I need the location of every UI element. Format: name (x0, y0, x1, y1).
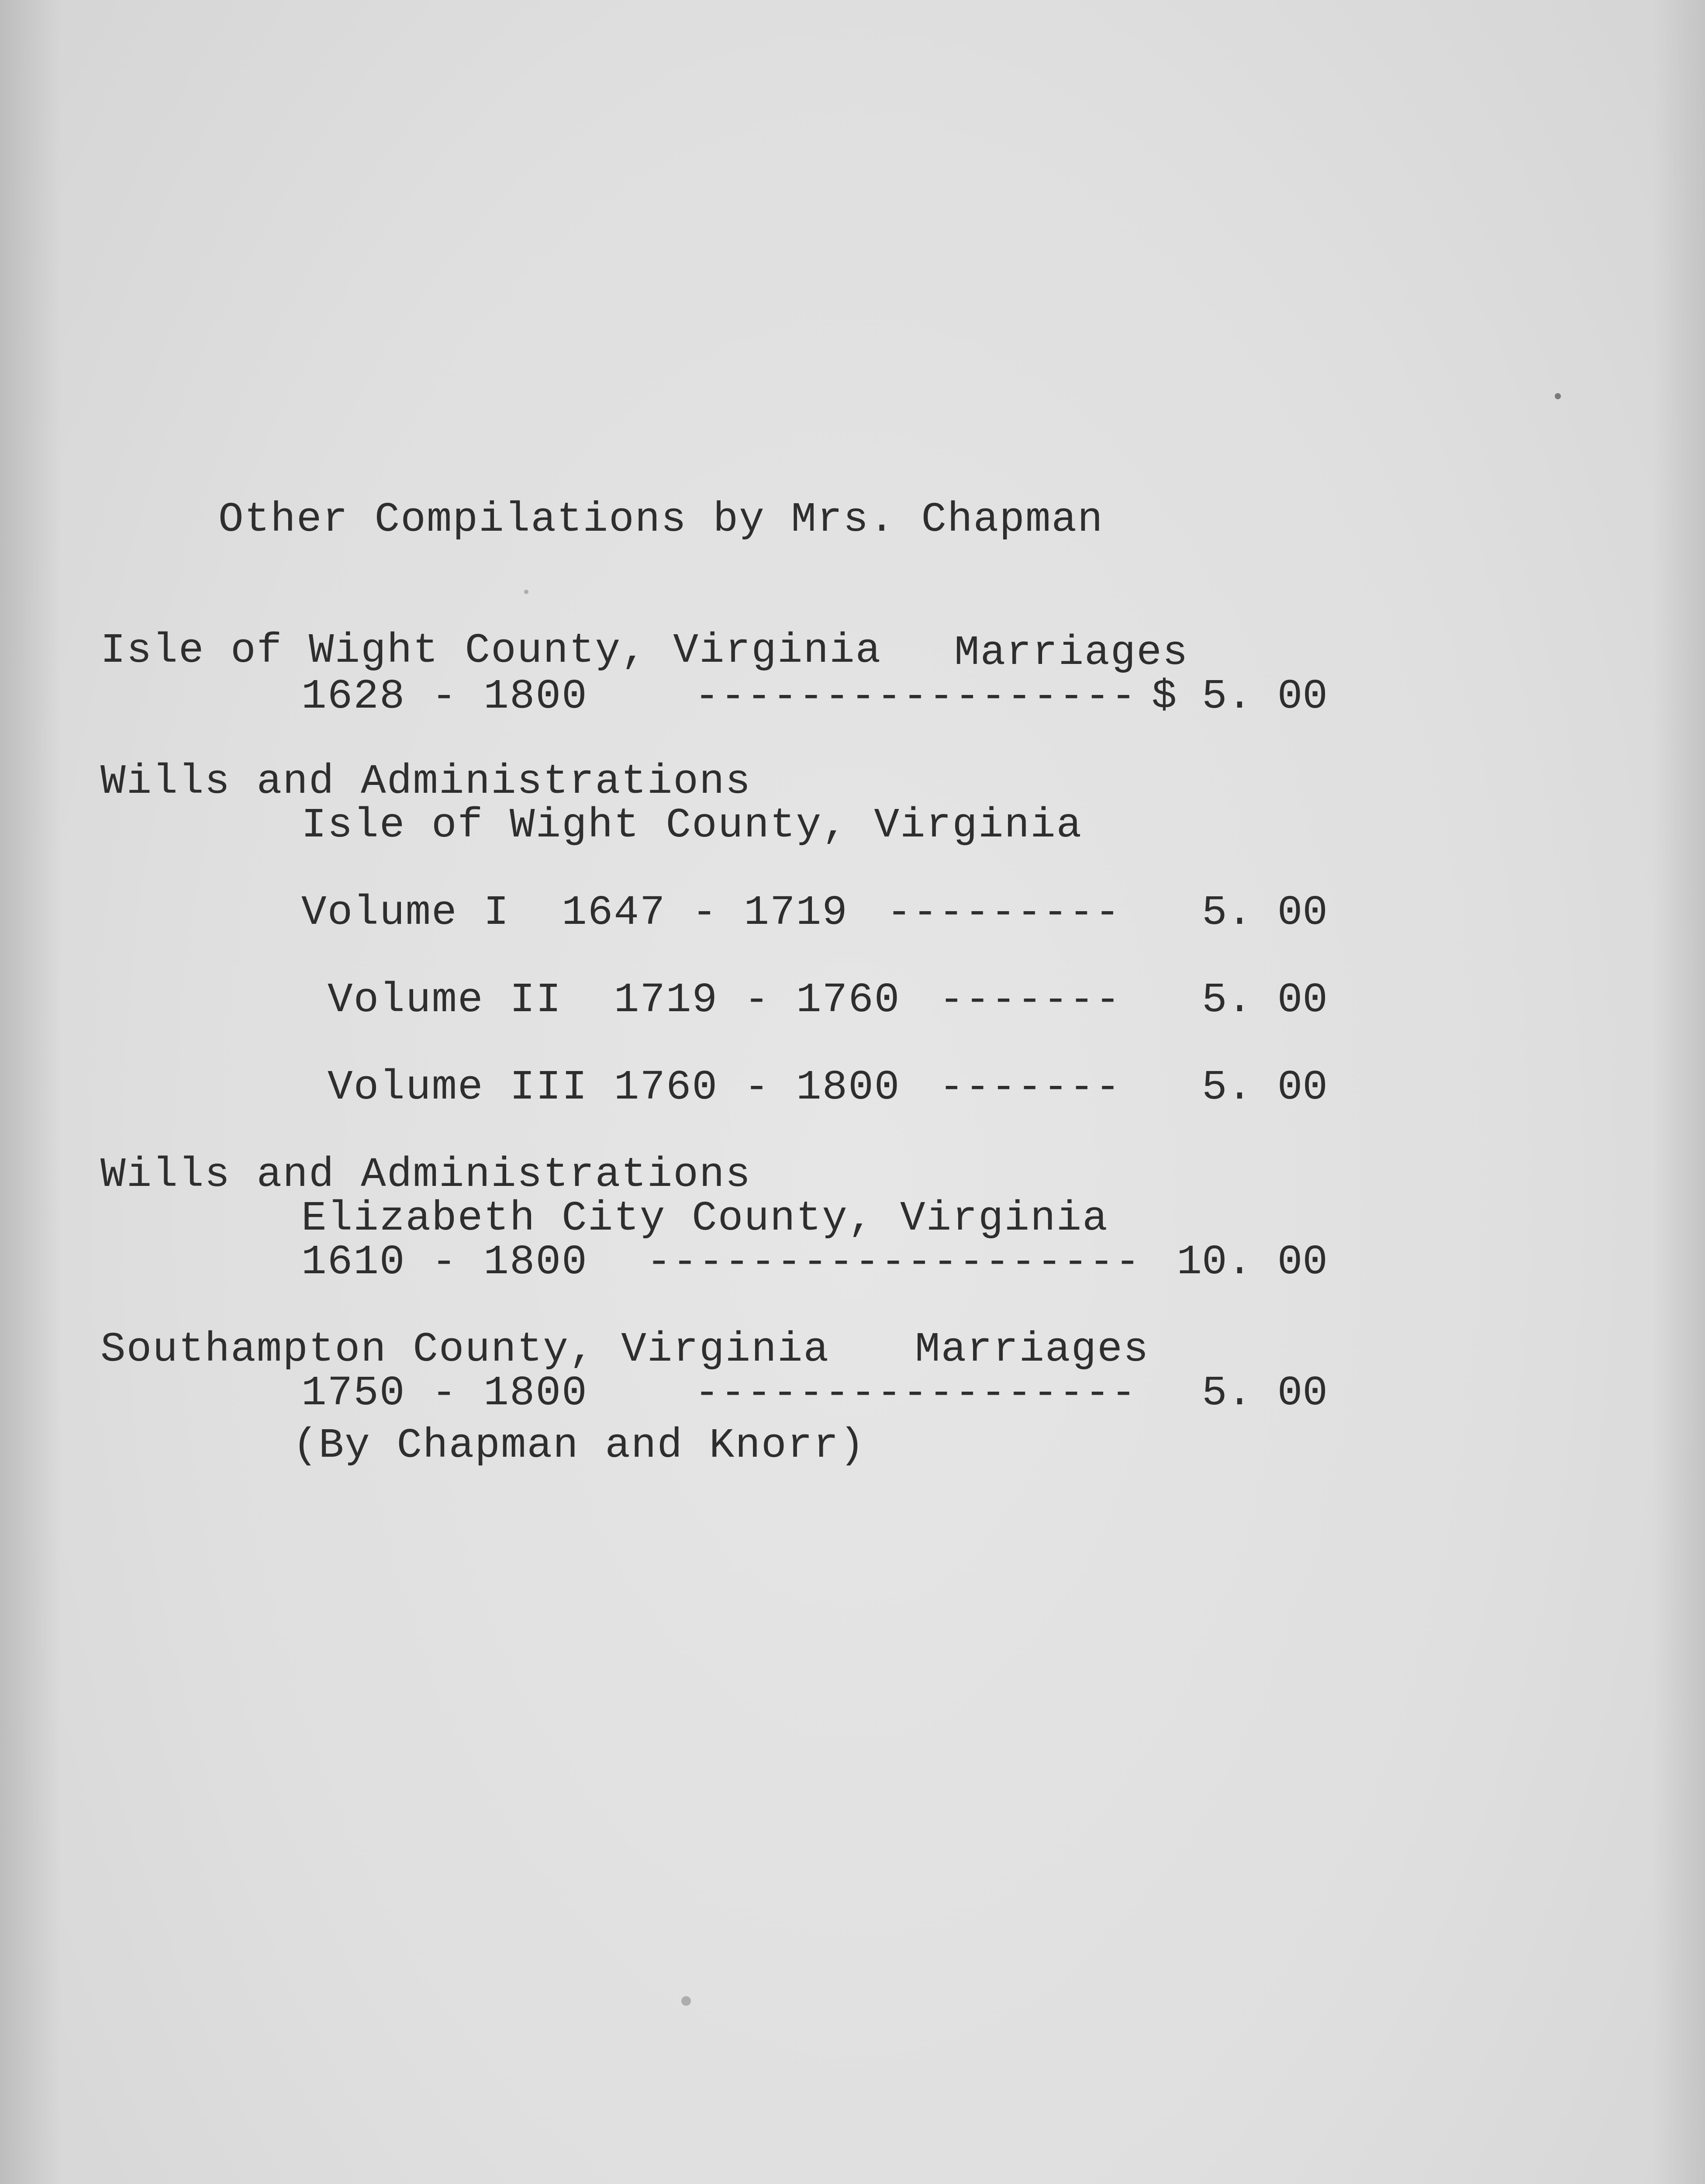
entry-4-years: 1750 - 1800 (301, 1369, 588, 1417)
entry-3-price: 10. 00 (1177, 1238, 1328, 1286)
entry-1-price: $ 5. 00 (1151, 673, 1328, 720)
entry-4-leader-dashes: ----------------- (694, 1369, 1137, 1417)
entry-4-price: 5. 00 (1201, 1369, 1328, 1417)
volume-3-price: 5. 00 (1201, 1064, 1328, 1111)
entry-4-credit: (By Chapman and Knorr) (293, 1422, 866, 1469)
entry-1-leader-dashes: ----------------- (694, 673, 1137, 720)
entry-2-title: Wills and Administrations (100, 758, 752, 805)
volume-1-leader-dashes: --------- (887, 889, 1121, 936)
volume-3-label: Volume III 1760 - 1800 (328, 1064, 901, 1111)
entry-1-title: Isle of Wight County, Virginia (100, 627, 882, 674)
page-edge-shadow-left (0, 0, 61, 2184)
entry-4-title: Southampton County, Virginia (100, 1326, 830, 1373)
entry-1-category: Marriages (954, 629, 1189, 677)
paper-speck (524, 590, 528, 594)
paper-speck (1555, 393, 1561, 399)
volume-2-price: 5. 00 (1201, 976, 1328, 1024)
volume-1-price: 5. 00 (1201, 889, 1328, 936)
paper-speck (681, 1996, 691, 2006)
page-title: Other Compilations by Mrs. Chapman (218, 496, 1104, 543)
entry-3-leader-dashes: ------------------- (646, 1238, 1141, 1286)
page-edge-shadow-right (1653, 0, 1705, 2184)
entry-1-years: 1628 - 1800 (301, 673, 588, 720)
entry-3-title: Wills and Administrations (100, 1151, 752, 1199)
entry-3-subtitle: Elizabeth City County, Virginia (301, 1195, 1108, 1242)
volume-1-label: Volume I 1647 - 1719 (301, 889, 848, 936)
volume-2-label: Volume II 1719 - 1760 (328, 976, 901, 1024)
volume-3-leader-dashes: ------- (939, 1064, 1122, 1111)
entry-4-category: Marriages (915, 1326, 1149, 1373)
entry-2-subtitle: Isle of Wight County, Virginia (301, 802, 1083, 849)
volume-2-leader-dashes: ------- (939, 976, 1122, 1024)
entry-3-years: 1610 - 1800 (301, 1238, 588, 1286)
